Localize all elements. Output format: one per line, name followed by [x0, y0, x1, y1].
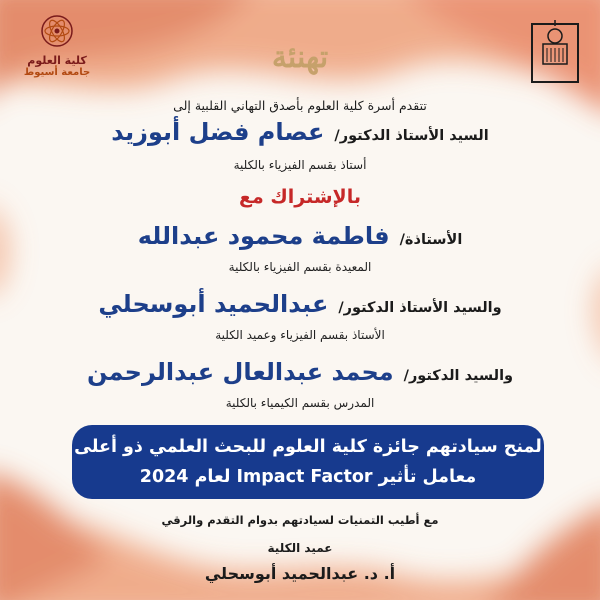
partner-row-3	[0, 358, 600, 386]
partner-name: فاطمة محمود عبدالله	[137, 222, 390, 250]
partner-name: عبدالحميد أبوسحلي	[98, 290, 329, 318]
honoree-row	[0, 118, 600, 146]
partner-row-1	[0, 222, 600, 250]
dean-name: أ. د. عبدالحميد أبوسحلي	[204, 564, 396, 583]
partner-position: المدرس بقسم الكيمياء بالكلية	[225, 396, 375, 410]
partner-role: والسيد الدكتور/	[403, 368, 514, 384]
partner-position: المعيدة بقسم الفيزياء بالكلية	[228, 260, 372, 274]
award-line-2: معامل تأثير Impact Factor لعام 2024	[139, 467, 477, 487]
partner-row-2	[0, 290, 600, 318]
partner-position: الأستاذ بقسم الفيزياء وعميد الكلية	[215, 328, 385, 342]
partner-name: محمد عبدالعال عبدالرحمن	[86, 358, 394, 386]
page-title: تهنئة	[271, 40, 329, 75]
dean-title: عميد الكلية	[267, 541, 333, 555]
intro-text: تتقدم أسرة كلية العلوم بأصدق التهاني القلبية إلى	[173, 98, 427, 113]
honoree-position: أستاذ بقسم الفيزياء بالكلية	[233, 158, 367, 172]
honoree-name: عصام فضل أبوزيد	[111, 118, 325, 146]
partnership-label: بالإشتراك مع	[239, 186, 361, 208]
wishes-text: مع أطيب التمنيات لسيادتهم بدوام التقدم والرقي	[161, 513, 439, 527]
partner-role: والسيد الأستاذ الدكتور/	[338, 300, 502, 316]
award-line-1: لمنح سيادتهم جائزة كلية العلوم للبحث العلمي ذو أعلى	[74, 437, 542, 457]
left-logo-line1: كلية العلوم	[27, 54, 87, 67]
left-logo-line2: جامعة أسيوط	[23, 67, 91, 78]
honoree-role: السيد الأستاذ الدكتور/	[334, 128, 489, 144]
partner-role: الأستاذة/	[399, 232, 463, 248]
award-banner	[72, 425, 544, 499]
